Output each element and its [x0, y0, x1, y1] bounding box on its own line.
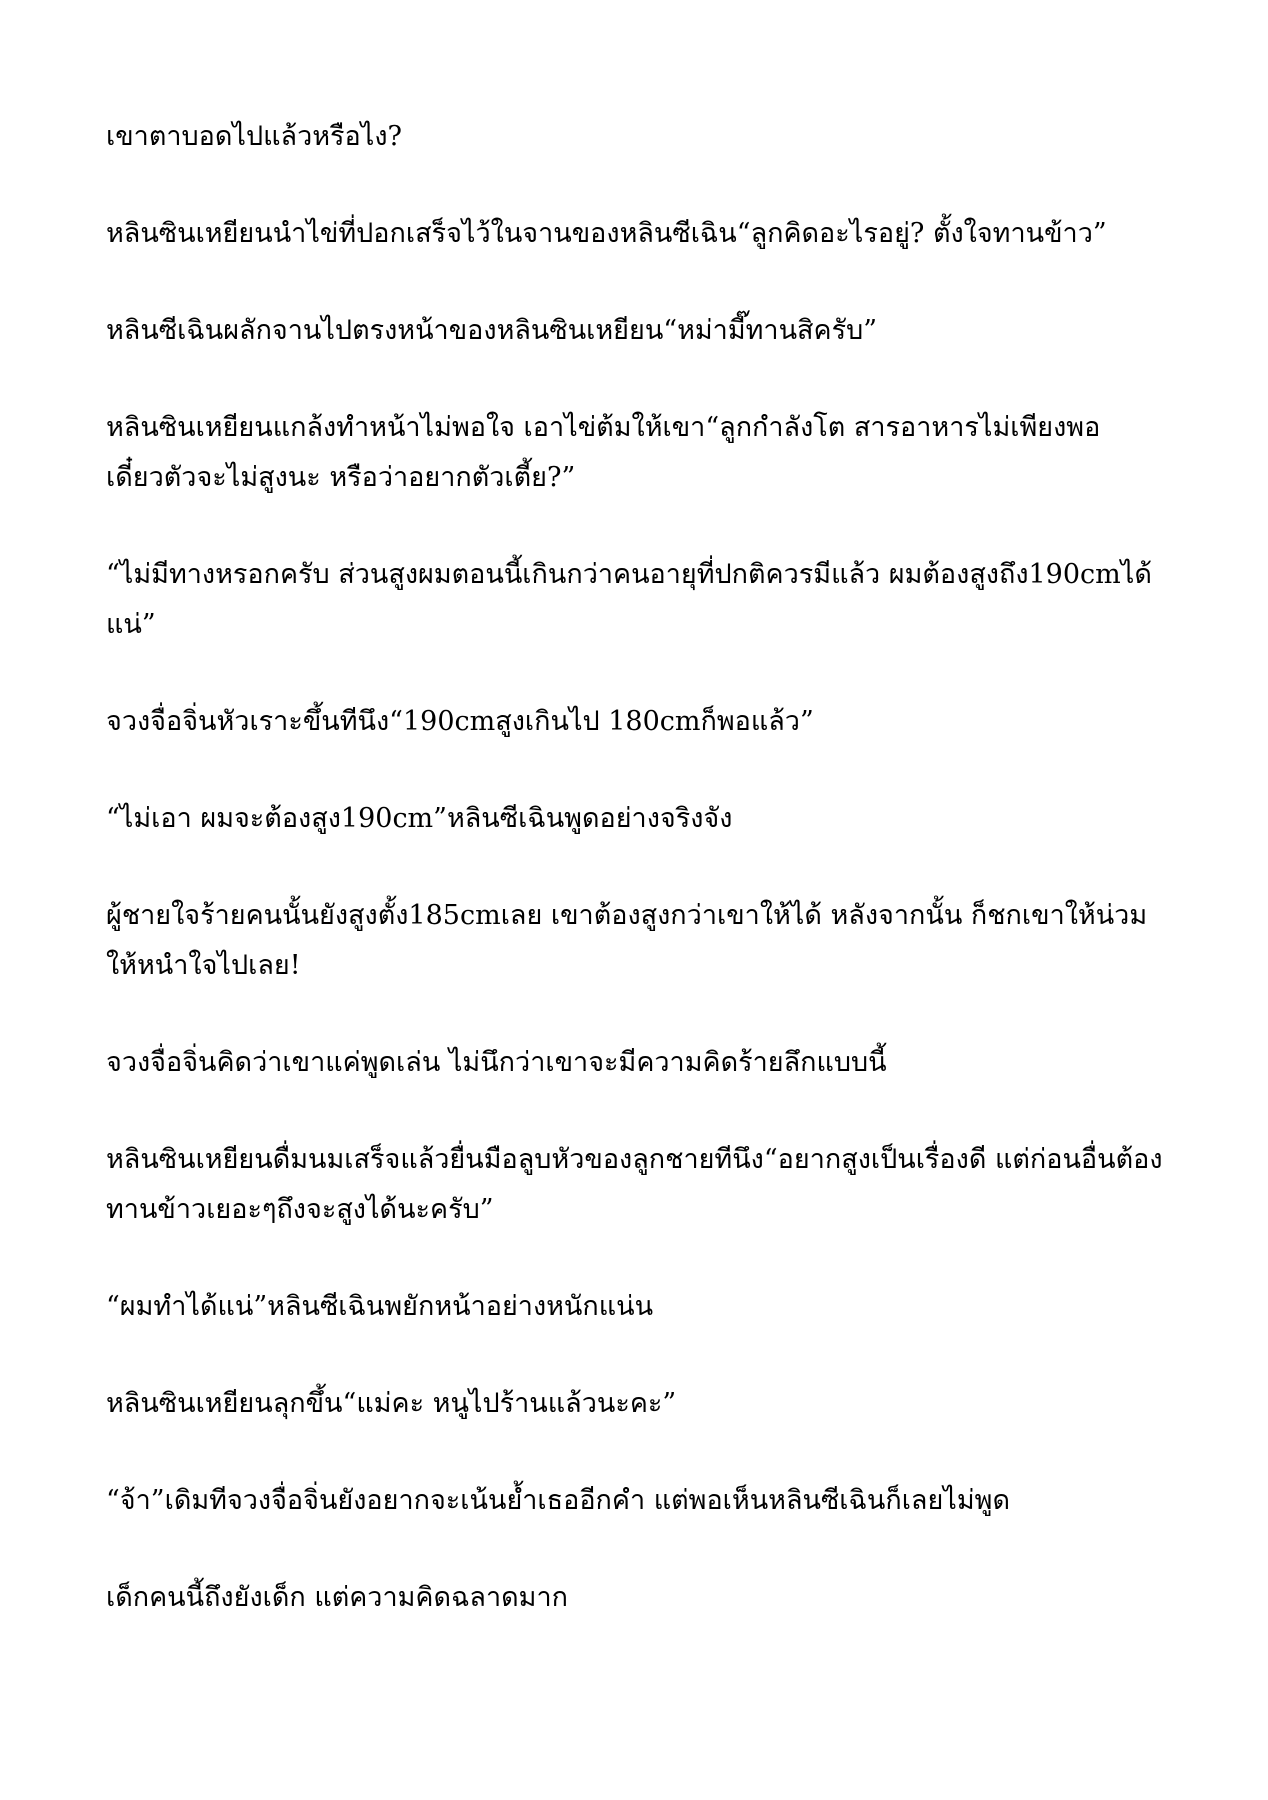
paragraph-9: จวงจื่อจิ่นคิดว่าเขาแค่พูดเล่น ไม่นึกว่าเขาจะมีความคิดร้ายลึกแบบนี้: [106, 1047, 887, 1078]
paragraph-5: “ไม่มีทางหรอกครับ ส่วนสูงผมตอนนี้เกินกว่าคนอายุที่ปกติควรมีแล้ว ผมต้องสูงถึง190cmได้แน่”: [106, 559, 1152, 640]
paragraph-4: หลินซินเหยียนแกล้งทำหน้าไม่พอใจ เอาไข่ต้มให้เขา“ลูกกำลังโต สารอาหารไม่เพียงพอ เดี๋ยวตัวจะไม่สูงนะ หรือว่าอยากตัวเตี้ย?”: [106, 412, 1101, 493]
paragraph-8: ผู้ชายใจร้ายคนนั้นยังสูงตั้ง185cmเลย เขาต้องสูงกว่าเขาให้ได้ หลังจากนั้น ก็ชกเขาให้น่วมให้หนำใจไปเลย!: [106, 900, 1148, 981]
paragraph-2: หลินซินเหยียนนำไข่ที่ปอกเสร็จไว้ในจานของหลินซีเฉิน“ลูกคิดอะไรอยู่? ตั้งใจทานข้าว”: [106, 218, 1107, 249]
paragraph-13: “จ้า”เดิมทีจวงจื่อจิ่นยังอยากจะเน้นย้ำเธออีกคำ แต่พอเห็นหลินซีเฉินก็เลยไม่พูด: [106, 1485, 1010, 1516]
paragraph-1: เขาตาบอดไปแล้วหรือไง?: [106, 121, 403, 152]
paragraph-7: “ไม่เอา ผมจะต้องสูง190cm”หลินซีเฉินพูดอย่างจริงจัง: [106, 803, 733, 834]
paragraph-14: เด็กคนนี้ถึงยังเด็ก แต่ความคิดฉลาดมาก: [106, 1582, 568, 1613]
paragraph-6: จวงจื่อจิ่นหัวเราะขึ้นทีนึง“190cmสูงเกินไป 180cmก็พอแล้ว”: [106, 706, 814, 737]
paragraph-10: หลินซินเหยียนดื่มนมเสร็จแล้วยื่นมือลูบหัวของลูกชายทีนึง“อยากสูงเป็นเรื่องดี แต่ก่อนอื่นต้องทานข้าวเยอะๆถึงจะสูงได้นะครับ”: [106, 1144, 1163, 1225]
paragraph-11: “ผมทำได้แน่”หลินซีเฉินพยักหน้าอย่างหนักแน่น: [106, 1291, 654, 1322]
document-body: [106, 112, 1166, 1670]
paragraph-3: หลินซีเฉินผลักจานไปตรงหน้าของหลินซินเหยียน“หม่ามี๊ทานสิครับ”: [106, 315, 878, 346]
paragraph-12: หลินซินเหยียนลุกขึ้น“แม่คะ หนูไปร้านแล้วนะคะ”: [106, 1388, 677, 1419]
